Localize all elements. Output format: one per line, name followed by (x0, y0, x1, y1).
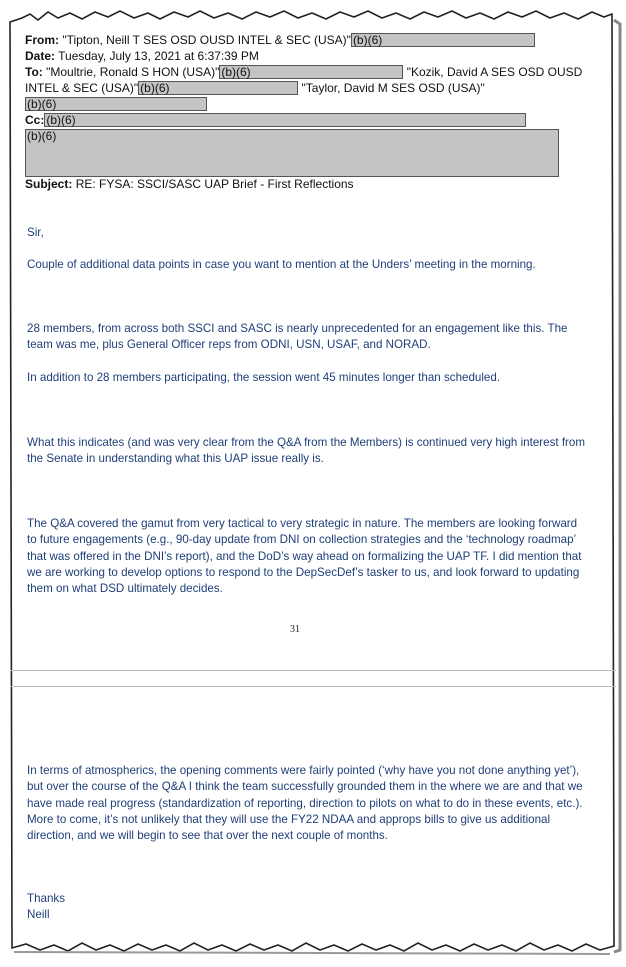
redaction-box: (b)(6) (351, 33, 535, 47)
to-line-3 (25, 97, 207, 111)
cc-line-2 (25, 129, 559, 177)
page-break-line (10, 670, 616, 671)
from-line (25, 33, 535, 47)
to-recipient-2-cont: INTEL & SEC (USA)" (25, 81, 139, 95)
paragraph-6: In terms of atmospherics, the opening comments were fairly pointed (‘why have you not done anything yet’), but over the course of the Q&A I think the team successfully grounded them in the where we are and that we have made real progress (standardization of reporting, direction to pilots on what to do in these events, etc.). More to come, it’s not unlikely that they will use the FY22 NDAA and approps bills to give us additional direction, and we will begin to see that over the next couple of months. (27, 764, 583, 843)
to-line-1 (25, 65, 582, 79)
redaction-box: (b)(6) (138, 81, 298, 95)
salutation: Sir, (27, 226, 44, 239)
redaction-box: (b)(6) (219, 65, 403, 79)
to-recipient-1: "Moultrie, Ronald S HON (USA)" (46, 65, 220, 79)
redaction-box: (b)(6) (25, 129, 559, 177)
redaction-box: (b)(6) (44, 113, 526, 127)
subject-label: Subject: (25, 177, 73, 191)
paragraph-5: The Q&A covered the gamut from very tactical to very strategic in nature. The members are looking forward to future engagements (e.g., 90-day update from DNI on collection strategies and the ‘technology roadmap’ that was offered in the DNI’s report), and the DoD’s way ahead on formalizing the UAP TF. I did mention that we are working to develop options to respond to the DepSecDef’s tasker to us, and look forward to updating them on what DSD ultimately decides. (27, 517, 582, 596)
subject-line (25, 177, 354, 191)
cc-label: Cc: (25, 113, 45, 127)
to-recipient-2: "Kozik, David A SES OSD OUSD (406, 65, 583, 79)
closing-thanks: Thanks (27, 892, 66, 905)
to-line-2 (25, 81, 485, 95)
from-value: "Tipton, Neill T SES OSD OUSD INTEL & SEC (USA)" (62, 33, 351, 47)
page-number: 31 (290, 624, 300, 635)
to-label: To: (25, 65, 43, 79)
cc-line (25, 113, 526, 127)
closing-name: Neill (27, 908, 50, 921)
subject-value: RE: FYSA: SSCI/SASC UAP Brief - First Reflections (75, 177, 354, 191)
paragraph-4: What this indicates (and was very clear from the Q&A from the Members) is continued very high interest from the Senate in understanding what this UAP issue really is. (27, 436, 586, 466)
redaction-box: (b)(6) (25, 97, 207, 111)
date-line (25, 49, 259, 63)
paragraph-1: Couple of additional data points in case you want to mention at the Unders’ meeting in the morning. (27, 258, 536, 271)
paragraph-3: In addition to 28 members participating, the session went 45 minutes longer than scheduled. (27, 371, 501, 384)
to-recipient-3: "Taylor, David M SES OSD (USA)" (301, 81, 485, 95)
date-value: Tuesday, July 13, 2021 at 6:37:39 PM (58, 49, 259, 63)
date-label: Date: (25, 49, 56, 63)
page-break-line (10, 686, 616, 687)
from-label: From: (25, 33, 59, 47)
paragraph-2: 28 members, from across both SSCI and SASC is nearly unprecedented for an engagement like this. The team was me, plus General Officer reps from ODNI, USN, USAF, and NORAD. (27, 322, 568, 352)
